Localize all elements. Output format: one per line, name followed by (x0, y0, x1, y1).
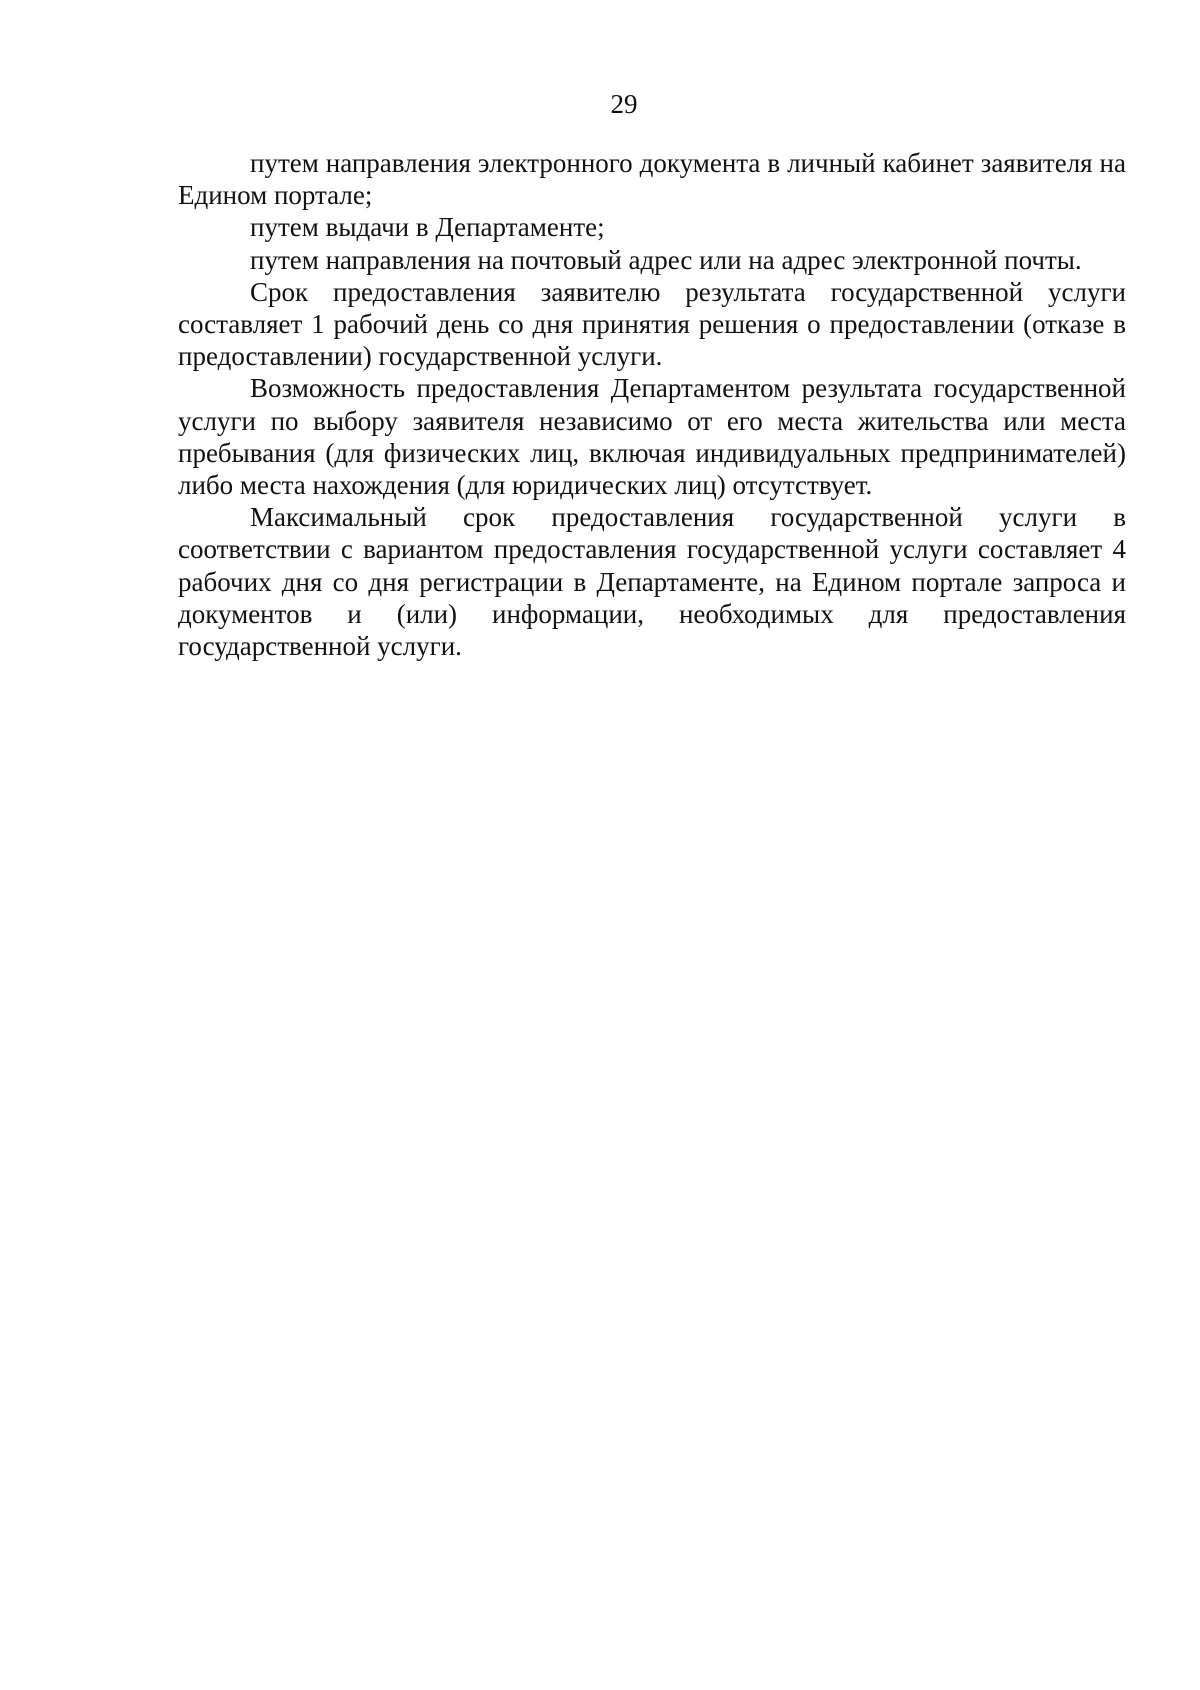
paragraph-delivery-portal: путем направления электронного документа в личный кабинет заявителя на Едином портале; (178, 148, 1126, 211)
paragraph-delivery-department: путем выдачи в Департаменте; (250, 212, 605, 243)
paragraph-extraterritorial: Возможность предоставления Департаментом результата государственной услуги по выбору заявителя независимо от его места жительства или места пребывания (для физических лиц, включая индивидуальных предпринимателей) либо места нахождения (для юридических лиц) отсутствует. (178, 373, 1126, 501)
page-number: 29 (610, 89, 638, 119)
paragraph-result-deadline: Срок предоставления заявителю результата государственной услуги составляет 1 рабочий день со дня принятия решения о предоставлении (отказе в предоставлении) государственной услуги. (178, 276, 1126, 372)
document-body (178, 147, 1126, 662)
paragraph-delivery-mail: путем направления на почтовый адрес или на адрес электронной почты. (250, 244, 1082, 275)
paragraph-max-deadline: Максимальный срок предоставления государственной услуги в соответствии с вариантом предоставления государственной услуги составляет 4 рабочих дня со дня регистрации в Департаменте, на Едином портале запроса и документов и (или) информации, необходимых для предоставления государственной услуги. (178, 502, 1126, 662)
